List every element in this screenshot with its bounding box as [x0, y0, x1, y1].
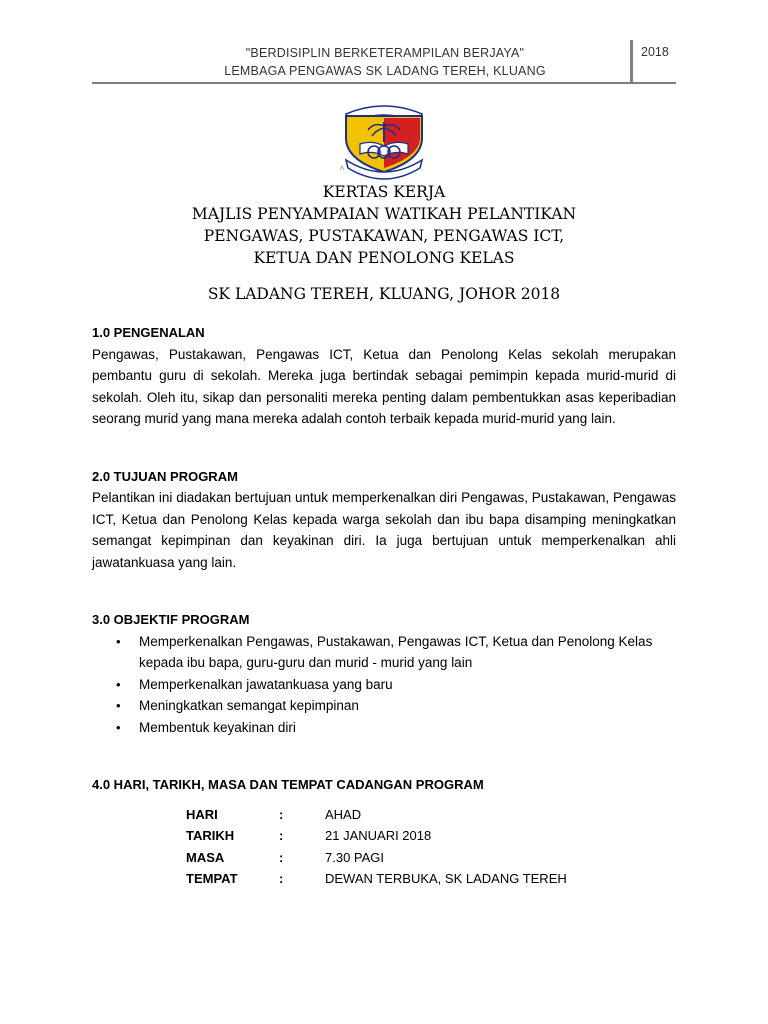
header-year: 2018	[641, 45, 669, 59]
schedule-label: TEMPAT	[186, 871, 238, 886]
section-introduction	[92, 322, 676, 430]
schedule-value: 21 JANUARI 2018	[325, 828, 432, 843]
schedule-value: 7.30 PAGI	[325, 849, 385, 865]
title-line-1: KERTAS KERJA	[322, 183, 446, 201]
school-crest-icon	[316, 100, 452, 180]
header-horizontal-rule	[92, 82, 676, 84]
bullet-icon: •	[116, 633, 121, 649]
title-line-4: KETUA DAN PENOLONG KELAS	[253, 249, 515, 267]
schedule-table	[186, 804, 567, 890]
section-heading: 4.0 HARI, TARIKH, MASA DAN TEMPAT CADANGAN PROGRAM	[92, 777, 484, 792]
header-organization: LEMBAGA PENGAWAS SK LADANG TEREH, KLUANG	[224, 64, 546, 78]
schedule-value: AHAD	[325, 806, 362, 822]
table-row	[186, 847, 567, 869]
table-row	[186, 868, 567, 890]
section-schedule	[92, 774, 676, 890]
list-item-text: Memperkenalkan jawatankuasa yang baru	[139, 676, 393, 692]
document-title	[90, 181, 678, 305]
section-paragraph: Pengawas, Pustakawan, Pengawas ICT, Ketua dan Penolong Kelas sekolah merupakan pembantu guru di sekolah. Mereka juga bertindak sebagai pemimpin kepada murid-murid di sekolah. Oleh itu, sikap dan personaliti mereka penting dalam pembentukkan asas keperibadian seorang murid yang mana mereka adalah contoh terbaik kepada murid-murid yang lain.	[92, 346, 676, 426]
schedule-separator: :	[279, 806, 284, 822]
section-heading: 3.0 OBJEKTIF PROGRAM	[92, 612, 250, 627]
title-line-3: PENGAWAS, PUSTAKAWAN, PENGAWAS ICT,	[203, 227, 565, 245]
table-row	[186, 825, 567, 847]
title-gap	[90, 269, 678, 283]
section-purpose	[92, 466, 676, 574]
schedule-value: DEWAN TERBUKA, SK LADANG TEREH	[325, 871, 567, 886]
schedule-separator: :	[279, 871, 284, 886]
list-item	[116, 695, 676, 717]
list-item-text: Memperkenalkan Pengawas, Pustakawan, Pengawas ICT, Ketua dan Penolong Kelas kepada ibu bapa, guru-guru dan murid - murid yang lain	[139, 633, 653, 670]
header-vertical-rule	[630, 40, 633, 82]
header-motto: "BERDISIPLIN BERKETERAMPILAN BERJAYA"	[245, 46, 525, 60]
list-item	[116, 674, 676, 696]
table-row	[186, 804, 567, 826]
bullet-icon: •	[116, 676, 121, 692]
schedule-label: HARI	[186, 806, 218, 822]
section-heading: 2.0 TUJUAN PROGRAM	[92, 468, 238, 484]
list-item-text: Meningkatkan semangat kepimpinan	[139, 698, 359, 713]
section-objectives	[92, 609, 676, 738]
schedule-separator: :	[279, 828, 284, 843]
section-heading: 1.0 PENGENALAN	[92, 325, 205, 340]
schedule-label: TARIKH	[186, 828, 235, 843]
title-line-2: MAJLIS PENYAMPAIAN WATIKAH PELANTIKAN	[191, 205, 577, 223]
list-item	[116, 717, 676, 739]
section-paragraph: Pelantikan ini diadakan bertujuan untuk memperkenalkan diri Pengawas, Pustakawan, Pengawas ICT, Ketua dan Penolong Kelas kepada warga sekolah dan ibu bapa disamping meningkatkan semangat kepimpinan dan keyakinan diri. Ia juga bertujuan untuk memperkenalkan ahli jawatankuasa yang lain.	[92, 490, 676, 570]
bullet-icon: •	[116, 698, 121, 713]
objectives-list	[92, 631, 676, 739]
list-item	[116, 631, 676, 674]
header-motto-block	[160, 44, 610, 80]
schedule-label: MASA	[186, 849, 225, 865]
list-item-text: Membentuk keyakinan diri	[139, 719, 296, 735]
document-body	[92, 322, 676, 926]
title-line-5: SK LADANG TEREH, KLUANG, JOHOR 2018	[207, 285, 561, 303]
schedule-separator: :	[279, 849, 284, 865]
bullet-icon: •	[116, 719, 121, 735]
